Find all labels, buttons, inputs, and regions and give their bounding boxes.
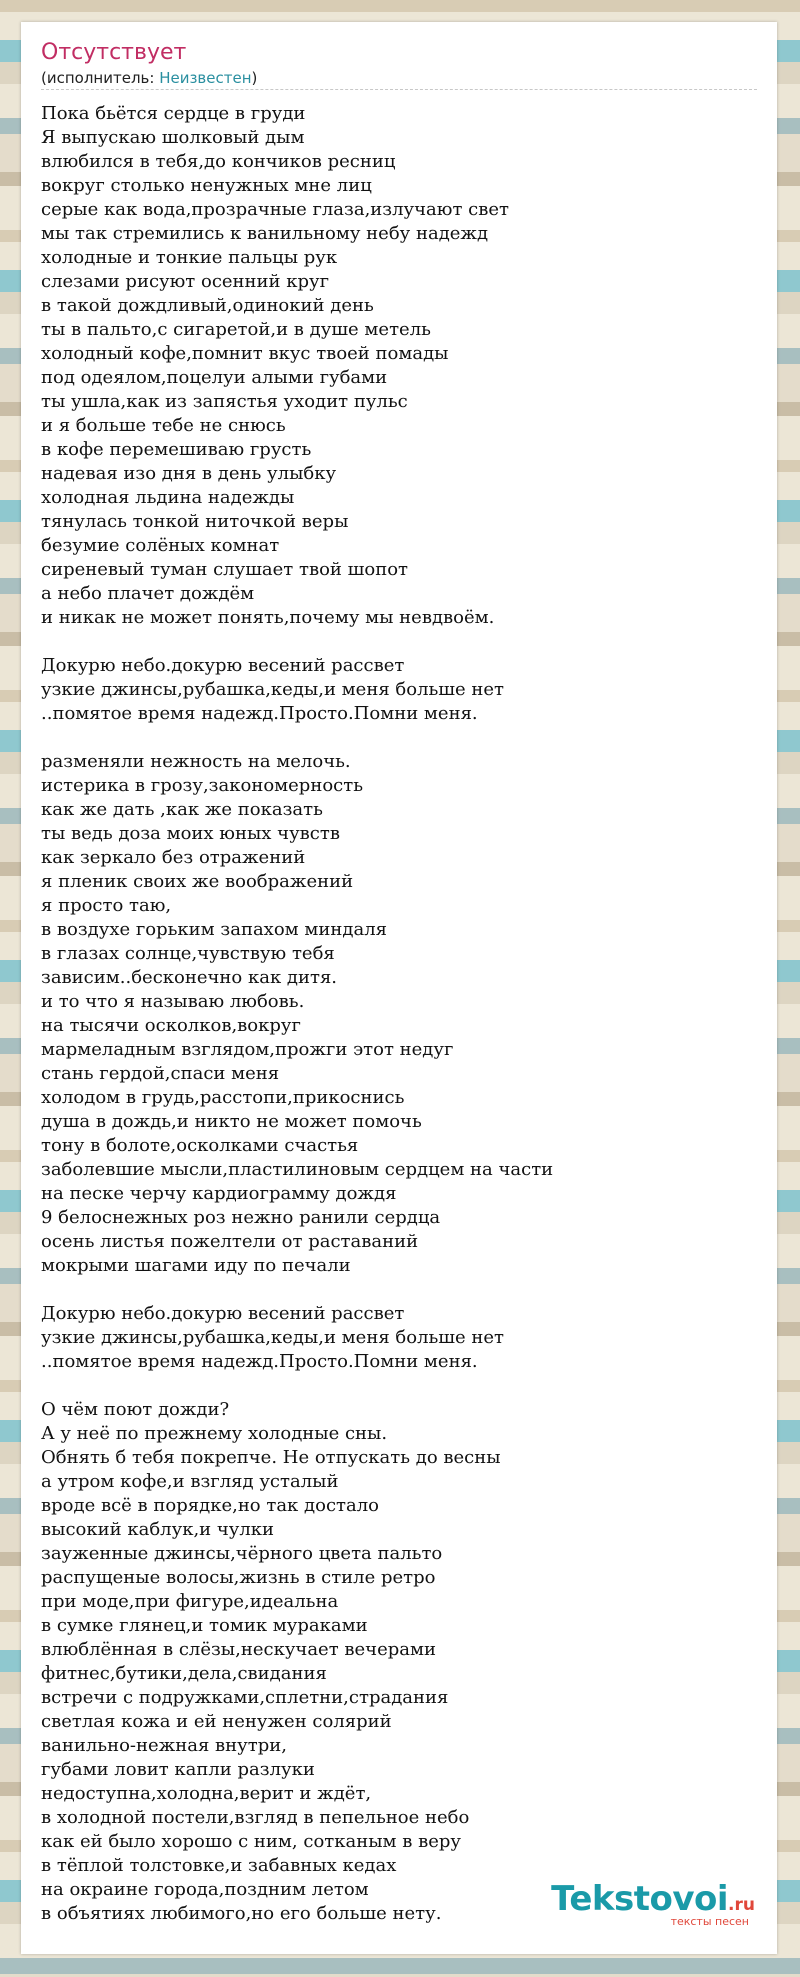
lyrics-text: Пока бьётся сердце в груди Я выпускаю шолковый дым влюбился в тебя,до кончиков ресниц вокруг столько ненужных мне лиц серые как вода,прозрачные глаза,излучают свет мы так стремились к ванильному небу надежд холодные и тонкие пальцы рук слезами рисуют осенний круг в такой дождливый,одинокий день ты в пальто,с сигаретой,и в душе метель холодный кофе,помнит вкус твоей помады под одеялом,поцелуи алыми губами ты ушла,как из запястья уходит пульс и я больше тебе не снюсь в кофе перемешиваю грусть надевая изо дня в день улыбку холодная льдина надежды тянулась тонкой ниточкой веры безумие солёных комнат сиреневый туман слушает твой шопот а небо плачет дождём и никак не может понять,почему мы невдвоём. Докурю небо.докурю весений рассвет узкие джинсы,рубашка,кеды,и меня больше нет ..помятое время надежд.Просто.Помни меня. разменяли нежность на мелочь. истерика в грозу,закономерность как же дать ,как же показать ты ведь доза моих юных чувств как зеркало без отражений я пленик своих же воображений я просто таю, в воздухе горьким запахом миндаля в глазах солнце,чувствую тебя зависим..бесконечно как дитя. и то что я называю любовь. на тысячи осколков,вокруг мармеладным взглядом,прожги этот недуг стань гердой,спаси меня холодом в грудь,расстопи,прикоснись душа в дождь,и никто не может помочь тону в болоте,осколками счастья заболевшие мысли,пластилиновым сердцем на части на песке черчу кардиограмму дождя 9 белоснежных роз нежно ранили сердца осень листья пожелтели от раставаний мокрыми шагами иду по печали Докурю небо.докурю весений рассвет узкие джинсы,рубашка,кеды,и меня больше нет ..помятое время надежд.Просто.Помни меня. О чём поют дожди? А у неё по прежнему холодные сны. Обнять б тебя покрепче. Не отпускать до весны а утром кофе,и взгляд усталый вроде всё в порядке,но так достало высокий каблук,и чулки зауженные джинсы,чёрного цвета пальто распущеные волосы,жизнь в стиле ретро при моде,при фигуре,идеальна в сумке глянец,и томик мураками влюблённая в слёзы,нескучает вечерами фитнес,бутики,дела,свидания встречи с подружками,сплетни,страдания светлая кожа и ей ненужен солярий ванильно-нежная внутри, губами ловит капли разлуки недоступна,холодна,верит и ждёт, в холодной постели,взгляд в пепельное небо как ей было хорошо с ним, сотканым в веру в тёплой толстовке,и забавных кедах на окраине города,поздним летом в объятиях любимого,но его больше нету. — [41, 103, 554, 1924]
logo-wordmark — [551, 1879, 755, 1919]
artist-line — [41, 68, 757, 90]
logo-domain-suffix: .ru — [728, 1895, 755, 1915]
song-title: Отсутствует — [41, 40, 187, 65]
logo-tagline: тексты песен — [670, 1915, 749, 1928]
artist-suffix: ) — [251, 69, 258, 87]
logo-main-text: Tekstovoi — [551, 1879, 729, 1919]
site-logo[interactable] — [551, 1879, 755, 1928]
artist-prefix: (исполнитель: — [41, 69, 160, 87]
lyrics-card — [21, 22, 777, 1954]
artist-link[interactable]: Неизвестен — [159, 69, 252, 87]
